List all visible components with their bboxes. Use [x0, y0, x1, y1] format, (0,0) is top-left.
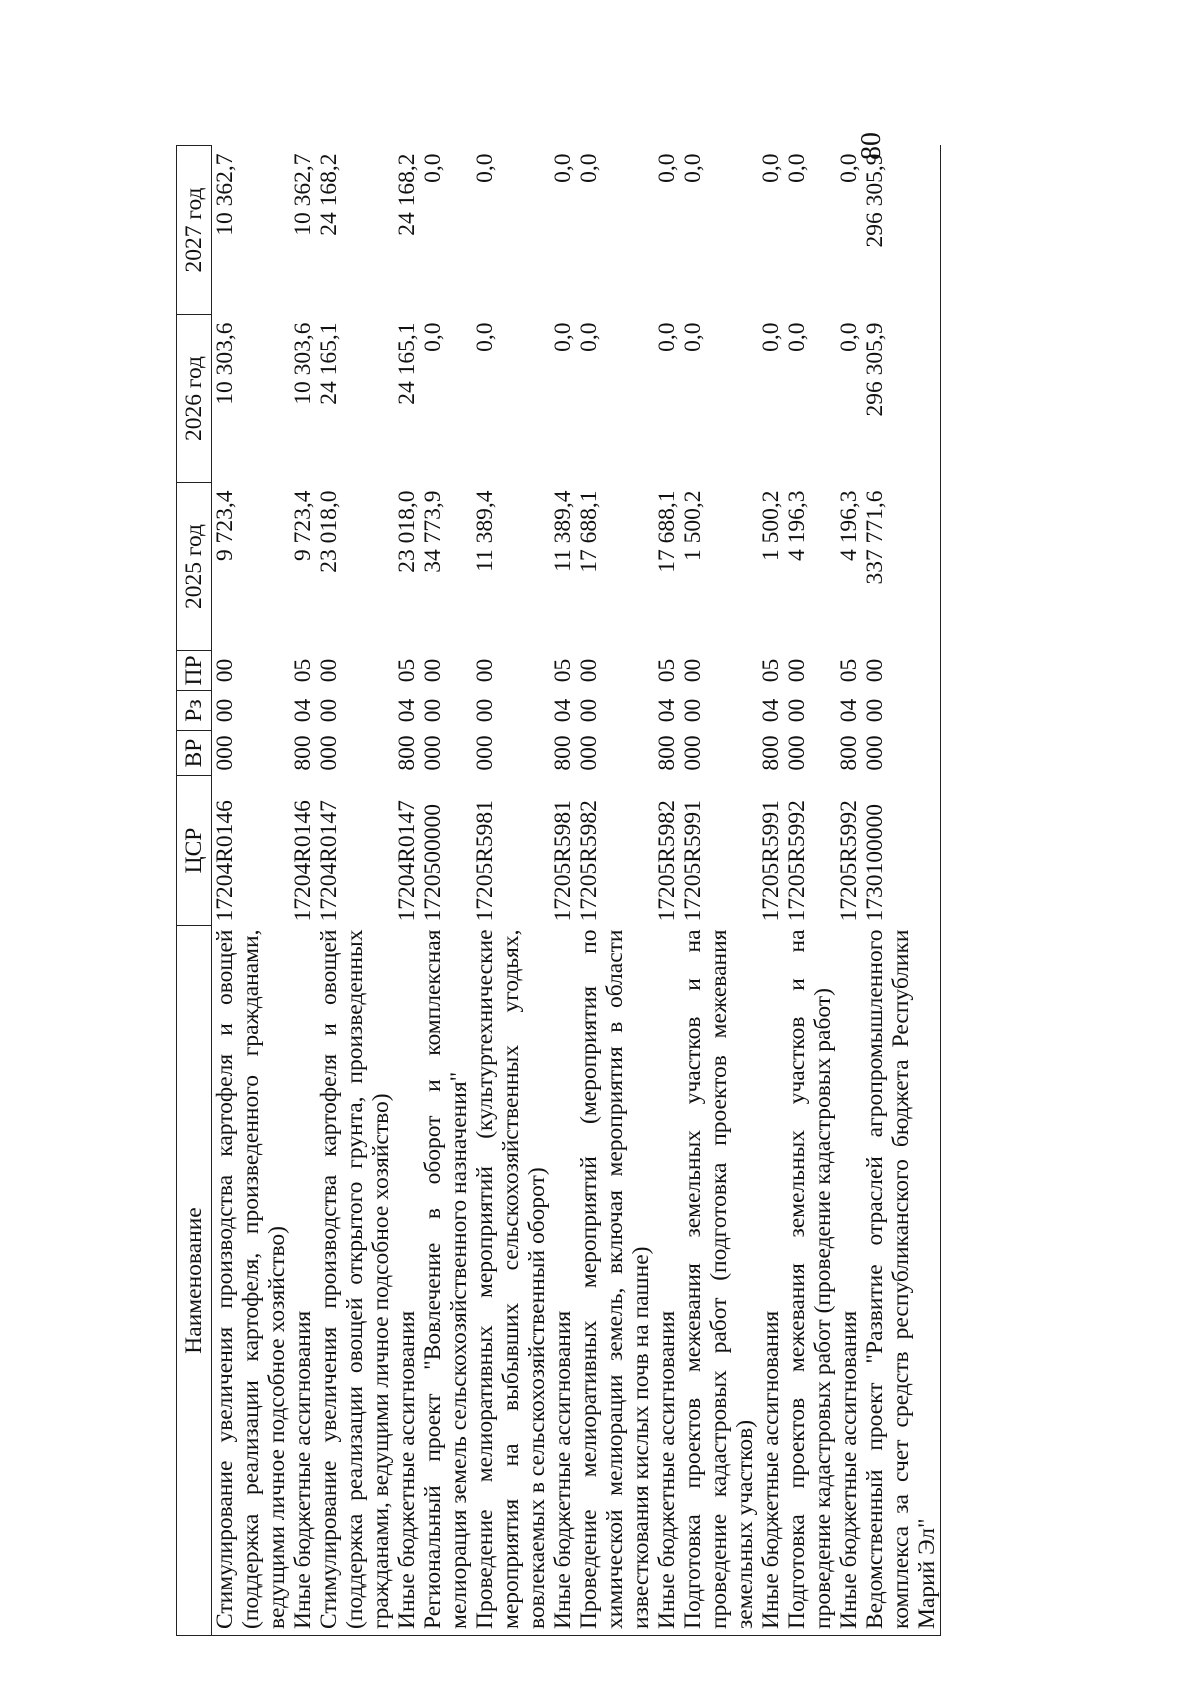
row-pr: 00 [212, 658, 238, 683]
row-rz: 04 [290, 698, 316, 723]
header-vr: ВР [177, 731, 212, 776]
row-rz: 00 [472, 698, 498, 723]
row-value-2027: 0,0 [576, 153, 602, 183]
table-row [316, 146, 394, 1636]
header-2026: 2026 год [177, 315, 212, 483]
header-2027: 2027 год [177, 146, 212, 315]
budget-table [176, 145, 941, 1636]
row-value-2027: 0,0 [758, 153, 784, 183]
row-pr: 00 [784, 658, 810, 683]
header-pr: ПР [177, 651, 212, 691]
row-value-2025: 9 723,4 [290, 490, 316, 561]
row-name: Иные бюджетные ассигнования [654, 926, 680, 1636]
row-pr: 00 [316, 658, 342, 683]
row-value-2026: 0,0 [472, 322, 498, 352]
row-csr: 17205R5991 [680, 800, 706, 922]
row-name: Стимулирование увеличения производства картофеля и овощей (поддержка реализации овощей открытого грунта, произведенных гражданами, ведущими личное подсобное хозяйство) [316, 926, 394, 1636]
row-csr: 17205R5992 [836, 800, 862, 922]
row-value-2025: 23 018,0 [316, 490, 342, 573]
row-csr: 17204R0147 [316, 800, 342, 922]
table-row [654, 146, 680, 1636]
table-row [550, 146, 576, 1636]
table-row [394, 146, 420, 1636]
row-vr: 000 [576, 735, 602, 771]
row-csr: 17204R0146 [290, 800, 316, 922]
row-csr: 17204R0147 [394, 800, 420, 922]
row-vr: 800 [836, 735, 862, 771]
rotated-page [176, 146, 940, 1636]
row-csr: 17204R0146 [212, 800, 238, 922]
row-value-2025: 23 018,0 [394, 490, 420, 573]
row-vr: 800 [394, 735, 420, 771]
row-rz: 04 [550, 698, 576, 723]
row-csr: 17205R5991 [758, 800, 784, 922]
row-pr: 00 [576, 658, 602, 683]
row-rz: 00 [212, 698, 238, 723]
row-pr: 05 [758, 658, 784, 683]
row-rz: 00 [576, 698, 602, 723]
row-pr: 00 [420, 658, 446, 683]
row-value-2026: 0,0 [550, 322, 576, 352]
row-value-2026: 0,0 [680, 322, 706, 352]
row-vr: 000 [680, 735, 706, 771]
row-name: Иные бюджетные ассигнования [394, 926, 420, 1636]
row-value-2025: 17 688,1 [654, 490, 680, 573]
row-value-2025: 9 723,4 [212, 490, 238, 561]
row-value-2027: 296 305,9 [862, 146, 941, 315]
row-csr: 17205R5992 [784, 800, 810, 922]
row-name: Иные бюджетные ассигнования [550, 926, 576, 1636]
row-name: Региональный проект "Вовлечение в оборот и комплексная мелиорация земель сельскохозяйственного назначения" [420, 926, 472, 1636]
table-row [836, 146, 862, 1636]
header-2025: 2025 год [177, 483, 212, 651]
row-vr: 000 [862, 731, 941, 776]
header-rz: Рз [177, 691, 212, 731]
row-value-2026: 0,0 [758, 322, 784, 352]
row-pr: 00 [862, 651, 941, 691]
row-value-2026: 0,0 [836, 322, 862, 352]
row-value-2026: 296 305,9 [862, 315, 941, 483]
table-row [758, 146, 784, 1636]
row-name: Стимулирование увеличения производства картофеля и овощей (поддержка реализации картофеля, произведенного гражданами, ведущими личное подсобное хозяйство) [212, 926, 291, 1636]
table-header-row [177, 146, 212, 1636]
row-rz: 00 [784, 698, 810, 723]
row-value-2027: 0,0 [836, 153, 862, 183]
table-row [472, 146, 550, 1636]
page-number: 80 [856, 132, 887, 160]
row-rz: 00 [420, 698, 446, 723]
row-rz: 04 [836, 698, 862, 723]
table-row [212, 146, 291, 1636]
row-value-2025: 34 773,9 [420, 490, 446, 573]
row-vr: 000 [472, 735, 498, 771]
row-value-2025: 17 688,1 [576, 490, 602, 573]
row-vr: 800 [290, 735, 316, 771]
row-vr: 800 [654, 735, 680, 771]
row-vr: 000 [784, 735, 810, 771]
row-vr: 800 [758, 735, 784, 771]
row-rz: 04 [394, 698, 420, 723]
row-rz: 00 [316, 698, 342, 723]
row-value-2027: 10 362,7 [290, 153, 316, 236]
row-csr: 17205R5981 [472, 800, 498, 922]
row-value-2026: 0,0 [654, 322, 680, 352]
row-value-2025: 11 389,4 [472, 490, 498, 572]
row-value-2027: 24 168,2 [316, 153, 342, 236]
table-row [420, 146, 472, 1636]
row-pr: 05 [550, 658, 576, 683]
row-vr: 000 [316, 735, 342, 771]
header-csr: ЦСР [177, 776, 212, 926]
table-row [784, 146, 836, 1636]
row-name: Подготовка проектов межевания земельных участков и на проведение кадастровых работ (проведение кадастровых работ) [784, 926, 836, 1636]
row-value-2026: 10 303,6 [290, 322, 316, 405]
row-value-2025: 11 389,4 [550, 490, 576, 572]
row-value-2027: 0,0 [654, 153, 680, 183]
row-value-2025: 1 500,2 [680, 490, 706, 561]
row-pr: 00 [472, 658, 498, 683]
row-pr: 05 [836, 658, 862, 683]
row-vr: 000 [212, 735, 238, 771]
row-value-2025: 4 196,3 [836, 490, 862, 561]
row-pr: 05 [654, 658, 680, 683]
row-rz: 04 [654, 698, 680, 723]
row-value-2026: 0,0 [420, 322, 446, 352]
row-rz: 00 [680, 698, 706, 723]
row-value-2026: 24 165,1 [316, 322, 342, 405]
row-value-2026: 24 165,1 [394, 322, 420, 405]
header-name: Наименование [177, 926, 212, 1636]
row-csr: 1730100000 [862, 776, 941, 926]
row-name: Подготовка проектов межевания земельных участков и на проведение кадастровых работ (подготовка проектов межевания земельных участков) [680, 926, 758, 1636]
row-value-2027: 0,0 [420, 153, 446, 183]
row-value-2027: 0,0 [784, 153, 810, 183]
row-value-2026: 0,0 [784, 322, 810, 352]
row-csr: 17205R5982 [576, 800, 602, 922]
row-csr: 17205R5982 [654, 800, 680, 922]
row-value-2027: 10 362,7 [212, 153, 238, 236]
row-csr: 17205R5981 [550, 800, 576, 922]
row-pr: 05 [394, 658, 420, 683]
table-row [290, 146, 316, 1636]
row-value-2025: 4 196,3 [784, 490, 810, 561]
row-csr: 1720500000 [420, 804, 446, 922]
row-vr: 000 [420, 735, 446, 771]
row-name: Иные бюджетные ассигнования [290, 926, 316, 1636]
row-value-2026: 0,0 [576, 322, 602, 352]
table-row [576, 146, 654, 1636]
row-name: Иные бюджетные ассигнования [836, 926, 862, 1636]
row-rz: 04 [758, 698, 784, 723]
table-row [862, 146, 941, 1636]
row-vr: 800 [550, 735, 576, 771]
row-value-2027: 24 168,2 [394, 153, 420, 236]
row-pr: 05 [290, 658, 316, 683]
row-name: Проведение мелиоративных мероприятий (мероприятия по химической мелиорации земель, включая мероприятия в области известкования кислых почв на пашне) [576, 926, 654, 1636]
table-body [212, 146, 941, 1636]
row-pr: 00 [680, 658, 706, 683]
row-name: Ведомственный проект "Развитие отраслей агропромышленного комплекса за счет средств республиканского бюджета Республики Марий Эл" [862, 926, 941, 1636]
row-name: Иные бюджетные ассигнования [758, 926, 784, 1636]
row-value-2027: 0,0 [472, 153, 498, 183]
row-value-2025: 1 500,2 [758, 490, 784, 561]
row-value-2027: 0,0 [550, 153, 576, 183]
table-row [680, 146, 758, 1636]
row-name: Проведение мелиоративных мероприятий (культуртехнические мероприятия на выбывших сельскохозяйственных угодьях, вовлекаемых в сельскохозяйственный оборот) [472, 926, 550, 1636]
row-rz: 00 [862, 691, 941, 731]
row-value-2026: 10 303,6 [212, 322, 238, 405]
row-value-2025: 337 771,6 [862, 483, 941, 651]
row-value-2027: 0,0 [680, 153, 706, 183]
